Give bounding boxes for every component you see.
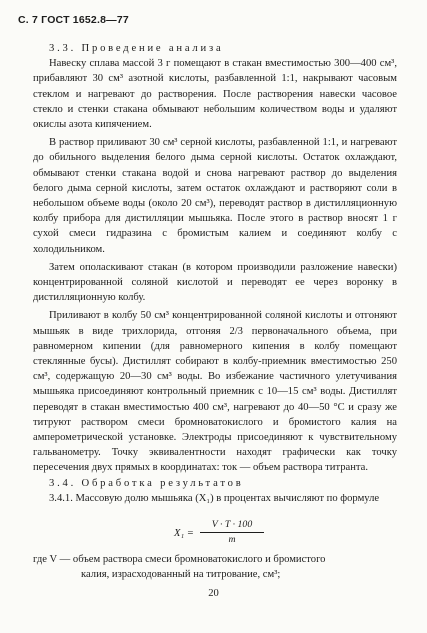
paragraph: 3.4.1. Массовую долю мышьяка (X₁) в процентах вычисляют по формуле xyxy=(49,492,380,504)
paragraph: Затем ополаскивают стакан (в котором производили разложение навески) концентрированной соляной кислотой и переводят ее через воронку в дистилляционную колбу. xyxy=(33,261,397,304)
formula-denominator: m xyxy=(228,534,236,545)
page-header: С. 7 ГОСТ 1652.8—77 xyxy=(18,14,129,26)
paragraph: Приливают в колбу 50 см³ концентрированной соляной кислоты и отгоняют мышьяк в виде трихлорида, отгоняя 2/3 первоначального объема, при равномерном кипении (для равномерного кипения в колбу помещают стеклянные бусы). Дистиллят собирают в колбу-приемник вместимостью 250 см³, содержащую 20—30 см³ воды. Во избежание частичного улетучивания мышьяка присоединяют контрольный приемник с 10—15 см³ воды. Дистиллят переводят в стакан вместимостью 400 см³, нагревают до 40—50 °С и сразу же титруют раствором смеси бромноватокислого и бромистого калия на амперометрической установке. Электроды присоединяют к чувствительному гальванометру. Точку эквивалентности находят графически как точку пересечения двух прямых в координатах: ток — объем раствора титранта. xyxy=(33,310,397,474)
formula xyxy=(174,519,284,549)
variable-definitions xyxy=(33,552,397,582)
formula-lhs: X₁ = xyxy=(174,528,194,539)
formula-fraction xyxy=(200,519,264,545)
formula-numerator: V · T · 100 xyxy=(200,519,264,533)
body-text xyxy=(33,41,397,506)
paragraph: В раствор приливают 30 см³ серной кислоты, разбавленной 1:1, и нагревают до обильного выделения белого дыма серной кислоты. Остаток охлаждают, обмывают стенки стакана водой и снова нагревают раствор до выделения белого дыма серной кислоты, затем остаток охлаждают и растворяют соли в небольшом объеме воды (около 20 см³), переводят раствор в дистилляционную колбу прибора для дистилляции мышьяка. После этого в раствор вносят 1 г сухой смеси гидразина с бромистым калием и соединяют колбу с холодильником. xyxy=(33,137,397,255)
page-number: 20 xyxy=(208,588,219,599)
definition-line: калия, израсходованный на титрование, см³; xyxy=(81,569,281,581)
paragraph: Навеску сплава массой 3 г помещают в стакан вместимостью 300—400 см³, прибавляют 30 см³ азотной кислоты, разбавленной 1:1, накрывают часовым стеклом и нагревают до растворения. После растворения навески часовое стекло и стенки стакана обмывают небольшим количеством воды и удаляют окислы азота кипячением. xyxy=(33,58,397,131)
section-title-3-3: 3.3. Проведение анализа xyxy=(49,43,224,54)
definition-line: где V — объем раствора смеси бромноватокислого и бромистого xyxy=(33,554,326,565)
section-title-3-4: 3.4. Обработка результатов xyxy=(49,477,244,489)
